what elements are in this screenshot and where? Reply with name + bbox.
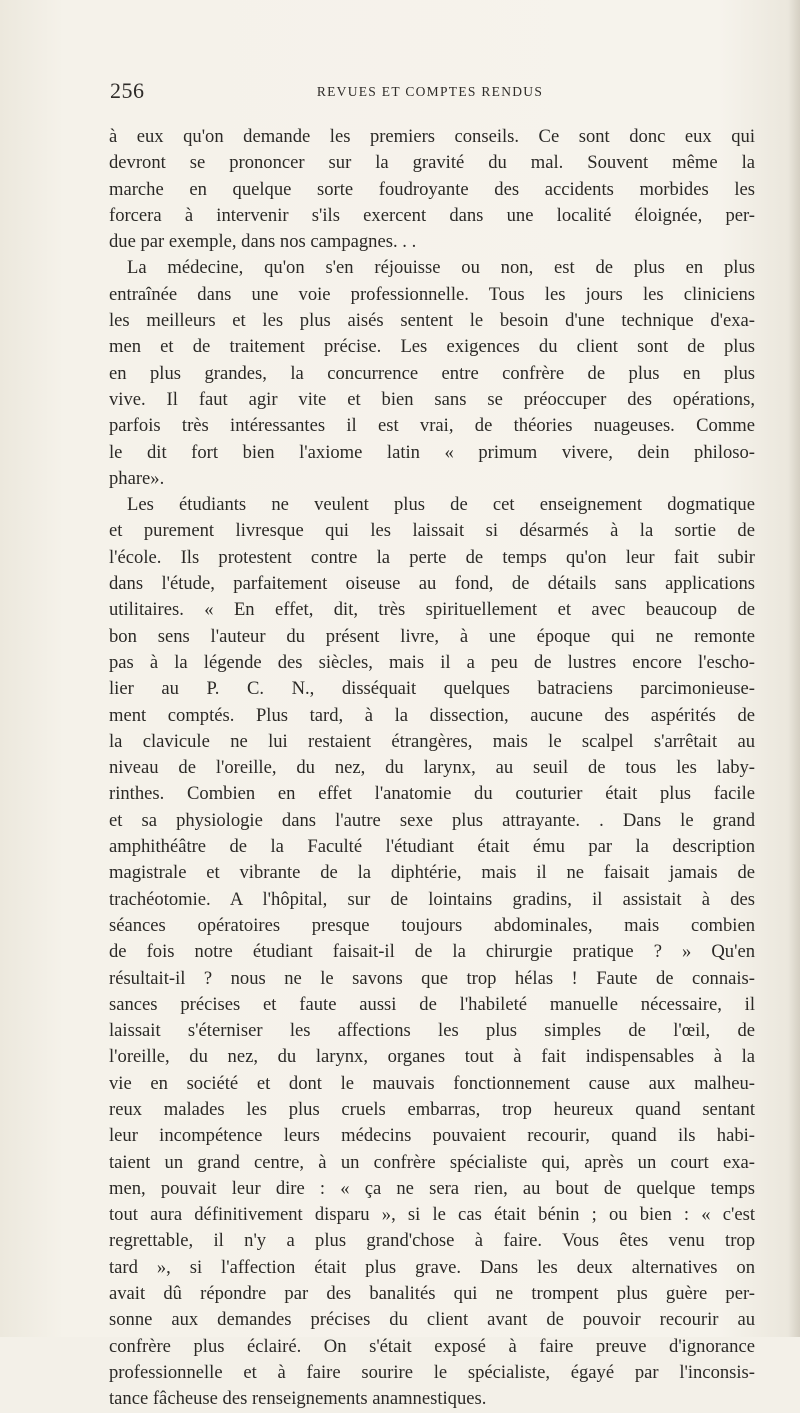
text-line: magistrale et vibrante de la diphtérie, mais il ne faisait jamais de (109, 862, 755, 884)
text-line: le dit fort bien l'axiome latin « primum vivere, dein philoso- (109, 441, 755, 463)
text-line: et sa physiologie dans l'autre sexe plus attrayante. . Dans le grand (109, 809, 755, 831)
text-line: vie en société et dont le mauvais fonctionnement cause aux malheu- (109, 1072, 755, 1094)
text-line: leur incompétence leurs médecins pouvaient recourir, quand ils habi- (109, 1125, 755, 1147)
text-line: bon sens l'auteur du présent livre, à une époque qui ne remonte (109, 625, 755, 647)
text-line: en plus grandes, la concurrence entre confrère de plus en plus (109, 362, 755, 384)
text-line: niveau de l'oreille, du nez, du larynx, au seuil de tous les laby- (109, 757, 755, 779)
text-line: parfois très intéressantes il est vrai, de théories nuageuses. Comme (109, 415, 755, 437)
text-line: La médecine, qu'on s'en réjouisse ou non, est de plus en plus (127, 257, 755, 279)
text-line: la clavicule ne lui restaient étrangères, mais le scalpel s'arrêtait au (109, 730, 755, 752)
text-line: à eux qu'on demande les premiers conseils. Ce sont donc eux qui (109, 126, 755, 147)
text-line: confrère plus éclairé. On s'était exposé à faire preuve d'ignorance (109, 1335, 755, 1357)
text-line: pas à la légende des siècles, mais il a peu de lustres encore l'escho- (109, 651, 755, 673)
page-header (110, 76, 750, 108)
text-line: phare». (109, 467, 165, 489)
text-line: men, pouvait leur dire : « ça ne sera rien, au bout de quelque temps (109, 1177, 755, 1199)
text-line: séances opératoires presque toujours abdominales, mais combien (109, 914, 755, 936)
text-line: sances précises et faute aussi de l'habileté manuelle nécessaire, il (109, 993, 755, 1015)
text-line: de fois notre étudiant faisait-il de la chirurgie pratique ? » Qu'en (109, 941, 755, 963)
text-line: professionnelle et à faire sourire le spécialiste, égayé par l'inconsis- (109, 1361, 755, 1383)
text-line: devront se prononcer sur la gravité du mal. Souvent même la (109, 152, 755, 174)
text-line: rinthes. Combien en effet l'anatomie du couturier était plus facile (109, 783, 755, 805)
text-line: vive. Il faut agir vite et bien sans se préoccuper des opérations, (109, 388, 755, 410)
text-line: taient un grand centre, à un confrère spécialiste qui, après un court exa- (109, 1151, 755, 1173)
running-title: REVUES ET COMPTES RENDUS (316, 84, 544, 99)
text-line: les meilleurs et les plus aisés sentent le besoin d'une technique d'exa- (109, 310, 755, 332)
text-line: l'oreille, du nez, du larynx, organes tout à fait indispensables à la (109, 1046, 755, 1068)
text-line: lier au P. C. N., disséquait quelques batraciens parcimonieuse- (109, 678, 755, 700)
text-line: regrettable, il n'y a plus grand'chose à faire. Vous êtes venu trop (109, 1230, 755, 1252)
body-text (109, 124, 755, 1413)
text-line: men et de traitement précise. Les exigences du client sont de plus (109, 336, 755, 358)
text-line: laissait s'éterniser les affections les plus simples de l'œil, de (109, 1020, 755, 1042)
text-line: tard », si l'affection était plus grave. Dans les deux alternatives on (109, 1256, 755, 1278)
text-line: entraînée dans une voie professionnelle. Tous les jours les cliniciens (109, 283, 755, 305)
text-line: due par exemple, dans nos campagnes. . . (109, 231, 417, 253)
text-line: tance fâcheuse des renseignements anamnestiques. (109, 1388, 487, 1410)
text-line: et purement livresque qui les laissait si désarmés à la sortie de (109, 520, 755, 542)
text-line: résultait-il ? nous ne le savons que trop hélas ! Faute de connais- (109, 967, 755, 989)
text-line: dans l'étude, parfaitement oiseuse au fond, de détails sans applications (109, 573, 755, 595)
text-line: sonne aux demandes précises du client avant de pouvoir recourir au (109, 1309, 755, 1331)
page-edge-shadow (788, 0, 800, 1337)
text-line: marche en quelque sorte foudroyante des accidents morbides les (109, 178, 755, 200)
text-line: reux malades les plus cruels embarras, trop heureux quand sentant (109, 1098, 755, 1120)
text-line: amphithéâtre de la Faculté l'étudiant était ému par la description (109, 836, 755, 858)
page-number: 256 (110, 78, 145, 103)
text-line: ment comptés. Plus tard, à la dissection, aucune des aspérités de (109, 704, 755, 726)
text-line: tout aura définitivement disparu », si le cas était bénin ; ou bien : « c'est (109, 1204, 755, 1226)
text-line: l'école. Ils protestent contre la perte de temps qu'on leur fait subir (109, 546, 755, 568)
text-line: utilitaires. « En effet, dit, très spirituellement et avec beaucoup de (109, 599, 755, 621)
text-line: forcera à intervenir s'ils exercent dans une localité éloignée, per- (109, 204, 755, 226)
text-line: Les étudiants ne veulent plus de cet enseignement dogmatique (127, 494, 755, 516)
text-line: avait dû répondre par des banalités qui ne trompent plus guère per- (109, 1283, 755, 1305)
text-line: trachéotomie. A l'hôpital, sur de lointains gradins, il assistait à des (109, 888, 755, 910)
